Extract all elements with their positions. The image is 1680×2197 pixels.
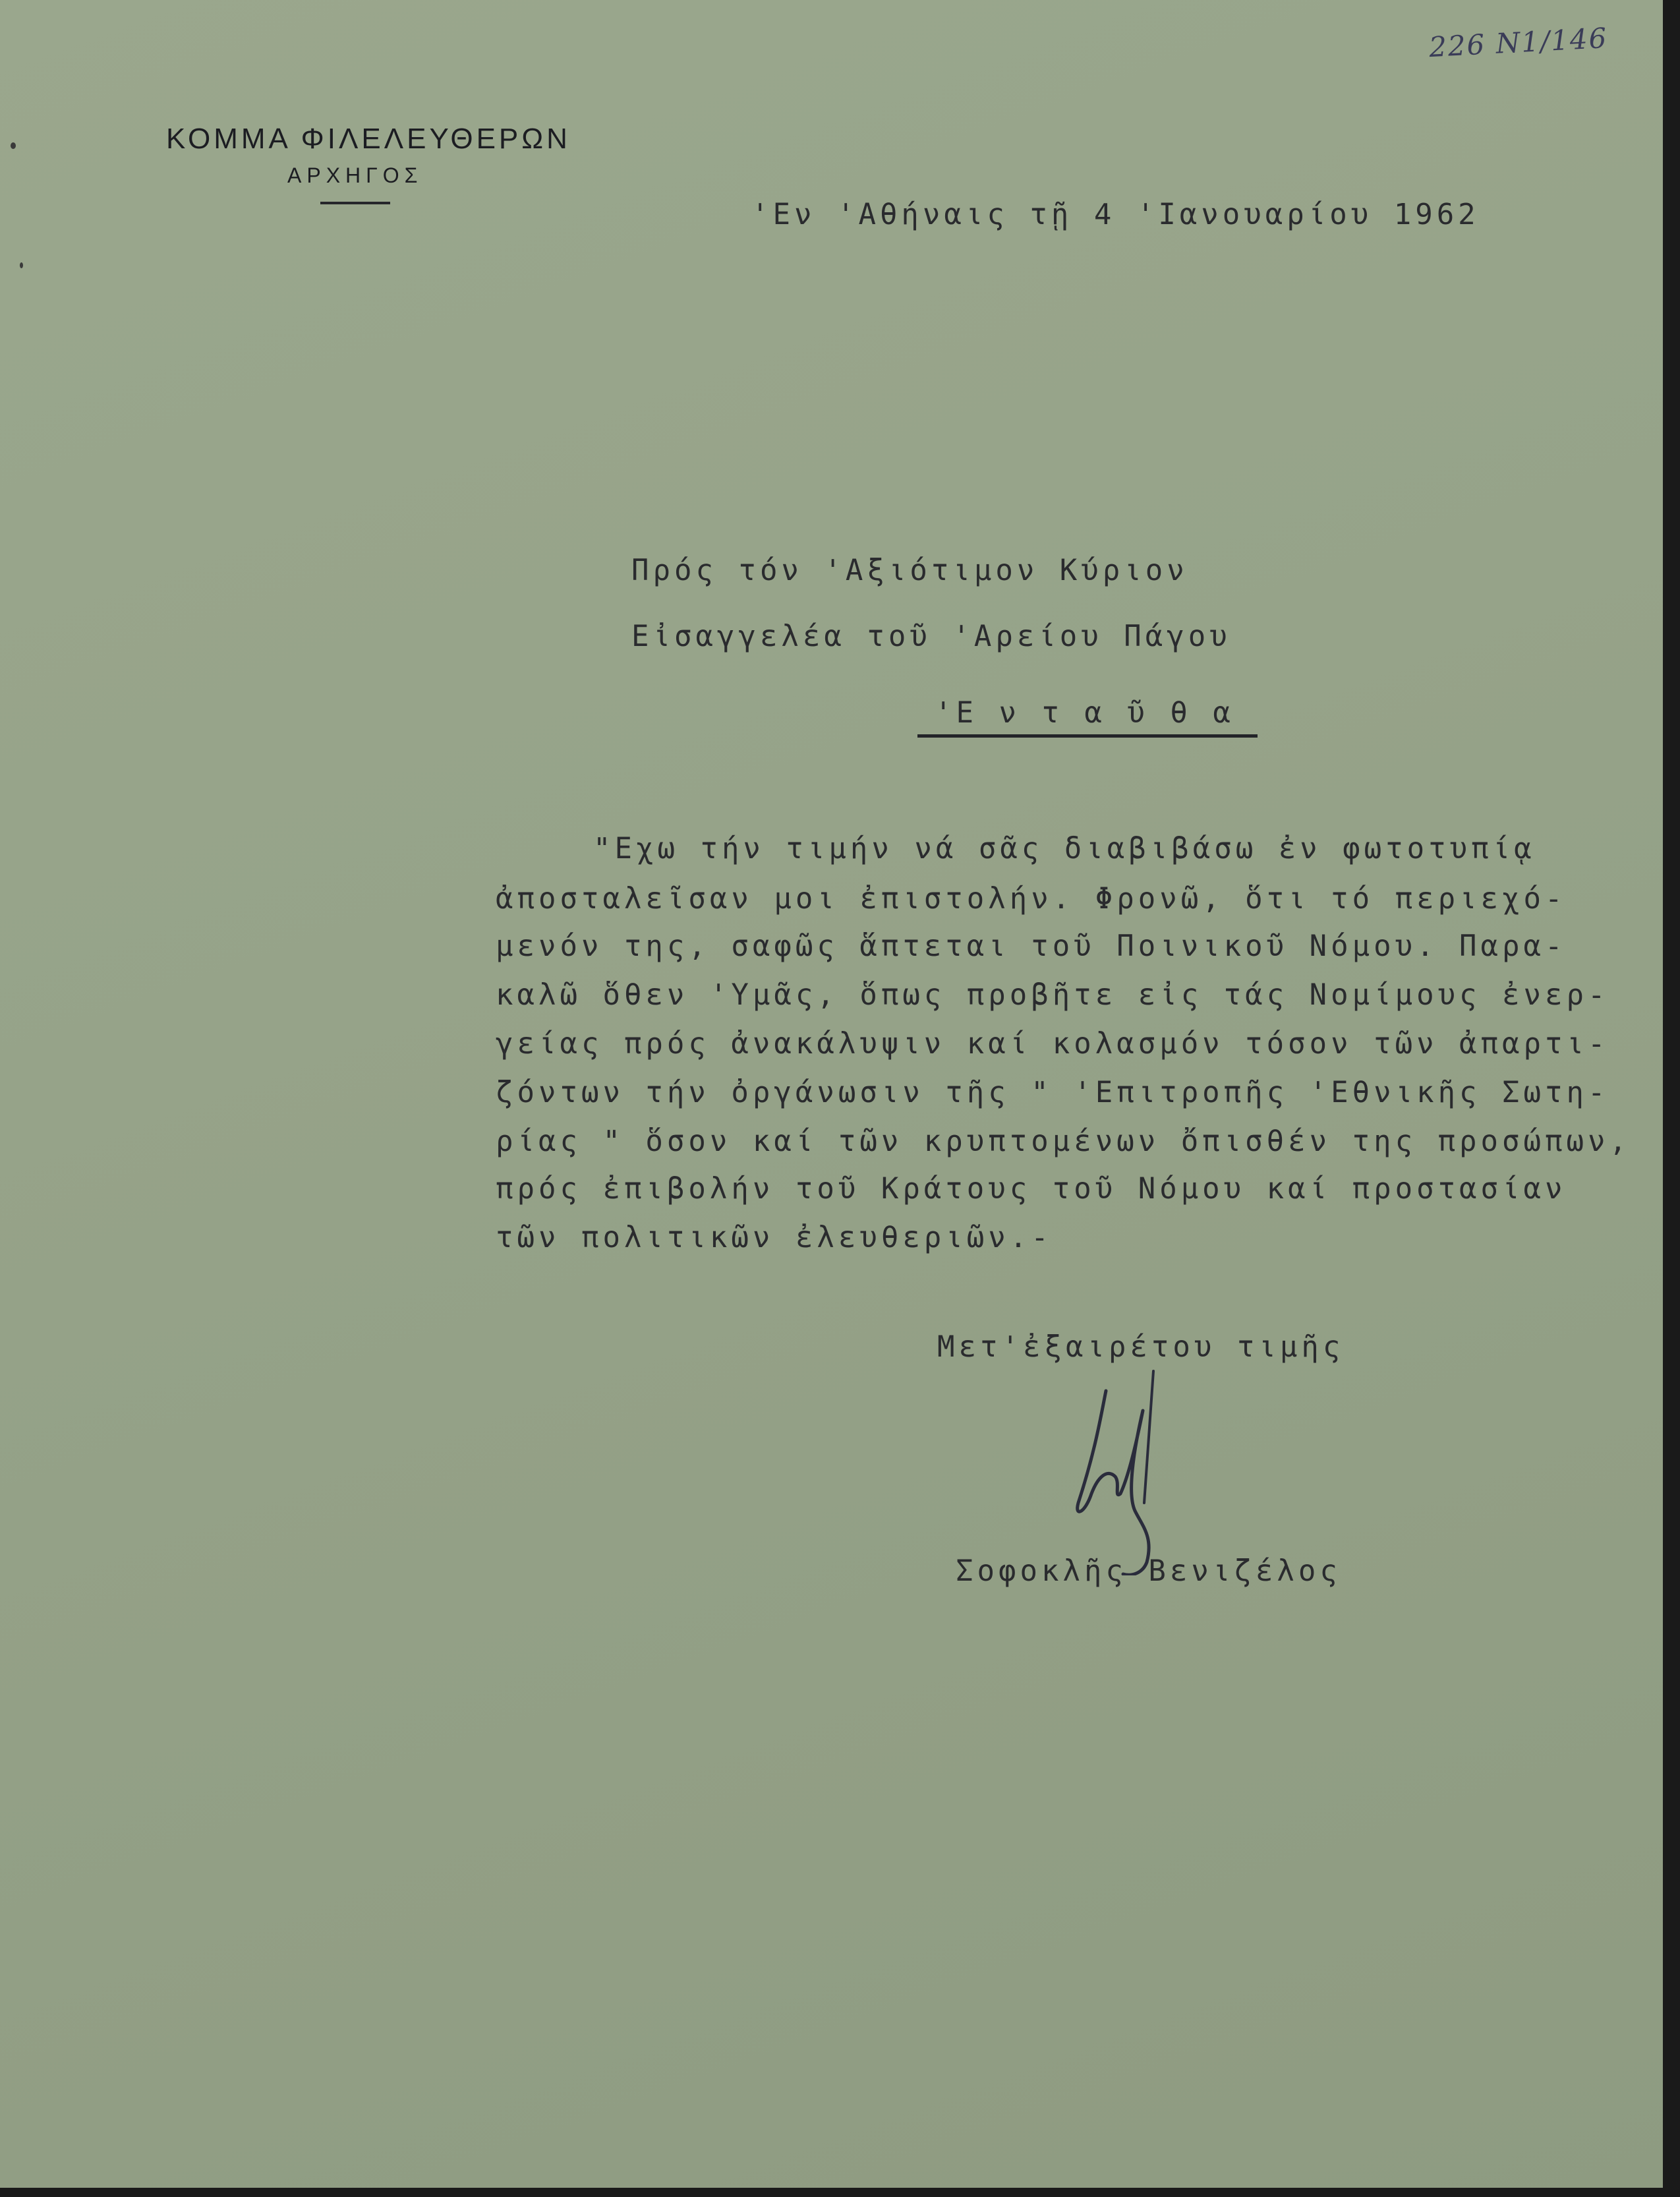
- archive-reference: 226 Ν1/146: [1428, 21, 1609, 64]
- body-line: ρίας " ὅσον καί τῶν κρυπτομένων ὄπισθέν της προσώπων,: [496, 1125, 1631, 1158]
- body-line: τῶν πολιτικῶν ἐλευθεριῶν.-: [496, 1221, 1053, 1254]
- letterhead-rule: [320, 202, 390, 204]
- body-line: καλῶ ὅθεν 'Υμᾶς, ὅπως προβῆτε εἰς τάς Νομίμους ἐνερ-: [496, 978, 1609, 1012]
- body-line: μενόν της, σαφῶς ἅπτεται τοῦ Ποινικοῦ Νόμου. Παρα-: [496, 929, 1567, 963]
- body-line: "Εχω τήν τιμήν νά σᾶς διαβιβάσω ἐν φωτοτυπίᾳ: [593, 832, 1536, 865]
- address-line-2: Εἰσαγγελέα τοῦ 'Αρείου Πάγου: [631, 620, 1231, 653]
- date-line: 'Εν 'Αθήναις τῇ 4 'Ιανουαρίου 1962: [751, 198, 1480, 231]
- closing-line: Μετ'ἐξαιρέτου τιμῆς: [937, 1330, 1345, 1364]
- body-line: ζόντων τήν ὀργάνωσιν τῆς " 'Επιτροπῆς 'Εθνικῆς Σωτη-: [496, 1076, 1609, 1109]
- body-line: γείας πρός ἀνακάλυψιν καί κολασμόν τόσον τῶν ἀπαρτι-: [496, 1027, 1609, 1061]
- address-line-1: Πρός τόν 'Αξιότιμον Κύριον: [631, 554, 1188, 587]
- signatory-name: Σοφοκλῆς Βενιζέλος: [956, 1554, 1341, 1588]
- scan-edge-right: [1663, 0, 1680, 2197]
- scan-speck: [11, 142, 16, 149]
- body-line: ἀποσταλεῖσαν μοι ἐπιστολήν. Φρονῶ, ὅτι τό περιεχό-: [496, 882, 1567, 916]
- scan-edge-bottom: [0, 2188, 1680, 2197]
- scan-speck: [20, 262, 23, 268]
- address-line-3: 'Ε ν τ α ῦ θ α: [935, 696, 1234, 730]
- address-underline: [917, 734, 1258, 738]
- handwritten-signature: [1055, 1364, 1186, 1575]
- body-line: πρός ἐπιβολήν τοῦ Κράτους τοῦ Νόμου καί προστασίαν: [496, 1172, 1567, 1206]
- letterhead-party: ΚΟΜΜΑ ΦΙΛΕΛΕΥΘΕΡΩΝ: [166, 123, 571, 155]
- letterhead-role: ΑΡΧΗΓΟΣ: [287, 163, 423, 187]
